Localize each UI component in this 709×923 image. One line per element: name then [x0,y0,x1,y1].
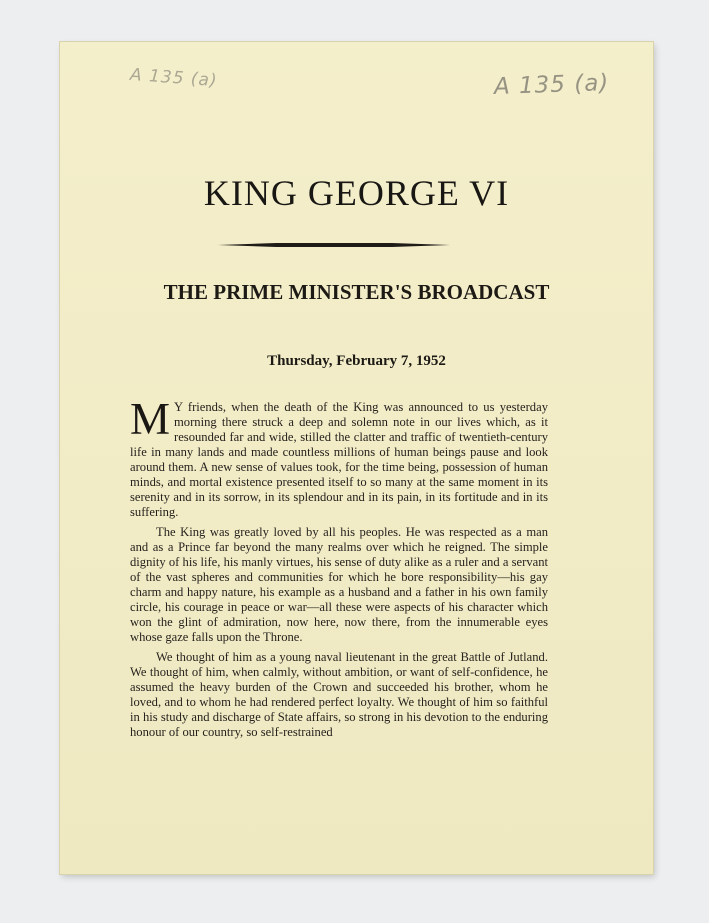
paragraph-2: The King was greatly loved by all his peoples. He was respected as a man and as a Prince far beyond the many realms over which he reigned. The simple dignity of his life, his manly virtues, his sense of duty alike as a ruler and a servant of the vast spheres and communities for which he bore responsibility—his gay charm and happy nature, his example as a husband and a father in his own family circle, his courage in peace or war—all these were aspects of his character which won the glint of admiration, now here, now there, from the innumerable eyes whose gaze falls upon the Throne. [130,525,548,644]
document-title: KING GEORGE VI [203,173,510,213]
paragraph-3: We thought of him as a young naval lieutenant in the great Battle of Jutland. We thought of him, when calmly, without ambition, or want of self-confidence, he assumed the heavy burden of the Crown and succeeded his brother, whom he loved, and to whom he had rendered perfect loyalty. We thought of him so faithful in his study and discharge of State affairs, so strong in his devotion to the enduring honour of our country, so self-restrained [130,650,548,739]
document-subtitle: THE PRIME MINISTER'S BROADCAST [163,280,550,304]
decorative-rule [218,243,450,247]
document-page [60,42,653,874]
pencil-annotation-right: A 135 (a) [493,69,610,101]
drop-cap: M [130,394,171,444]
pencil-annotation-left: A 135 (a) [129,64,219,92]
speech-body [130,394,548,745]
paragraph-1-text: Y friends, when the death of the King was announced to us yesterday morning there struck a deep and solemn note in our lives which, as it resounded far and wide, stilled the clatter and traffic of twentieth-century life in many lands and made countless millions of human beings pause and look around them. A new sense of values took, for the time being, possession of human minds, and mortal existence presented itself to so many at the same moment in its serenity and in its sorrow, in its splendour and in its pain, in its fortitude and in its suffering. [130,400,548,519]
broadcast-date: Thursday, February 7, 1952 [267,353,446,369]
paragraph-1 [130,394,548,520]
